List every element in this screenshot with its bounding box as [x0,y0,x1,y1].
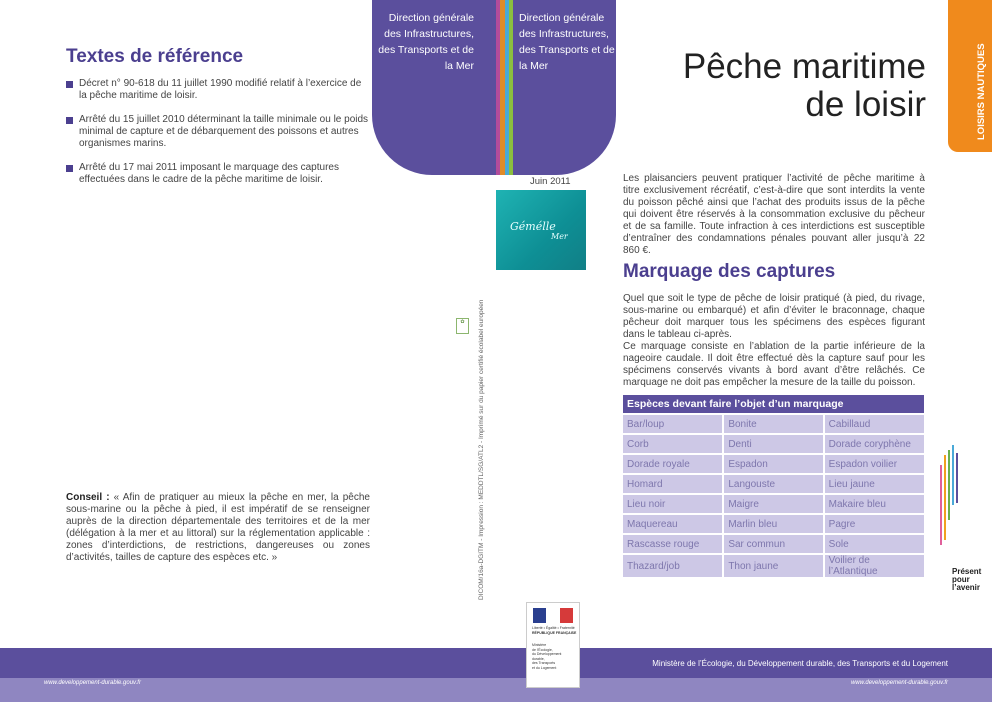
table-row [623,434,924,454]
website-link[interactable]: www.developpement-durable.gouv.fr [851,680,948,686]
references-list [66,78,370,198]
word-cloud-bar [940,465,942,545]
cover-image-text: Mer [551,232,568,241]
species-table [623,395,924,579]
cover-image-text: Gémélle [510,220,556,233]
directorate-tab-left: Direction générale des Infrastructures, des Transports et de la Mer [372,0,496,175]
ministry-name: Ministère de l’Écologie, du Développement durable, des Transports et du Logement [652,659,948,668]
flag-white [546,608,559,623]
table-cell: Bar/loup [623,414,723,434]
print-credits: DICOM/16a-DGITM - Impression : MEDDTL/SG/ATL2 - Imprimé sur du papier certifié écolabel européen [478,299,485,600]
flag-red [560,608,573,623]
table-cell: Homard [623,474,723,494]
table-cell: Langouste [723,474,823,494]
table-cell: Sar commun [723,534,823,554]
word-cloud-logo [938,445,960,555]
directorate-tab-right: Direction générale des Infrastructures, des Transports et de la Mer [513,0,616,175]
footer-band-lower [0,678,992,702]
word-cloud-bar [956,453,958,503]
slogan-line: l’avenir [952,583,981,592]
intro-paragraph: Les plaisanciers peuvent pratiquer l’activité de pêche maritime à titre exclusivement récréatif, c’est-à-dire que sont interdits la vente du poisson pêché ainsi que l’achat des produits issus de la pêche qui doivent être réservés à la consommation exclusive du pêcheur et de sa famille. Toute infraction à ces interdictions est susceptible d’entraîner des condamnations pénales pouvant aller jusqu’à 22 860 €. [623,173,925,256]
table-cell: Thazard/job [623,554,723,578]
table-cell: Espadon voilier [824,454,924,474]
ministry-logo-line: durable, [532,656,545,661]
table-row [623,414,924,434]
table-cell: Lieu noir [623,494,723,514]
ecolabel-icon: ✿ [456,318,469,334]
table-row [623,454,924,474]
table-row [623,534,924,554]
table-row [623,494,924,514]
cover-image [496,190,586,270]
table-cell: Thon jaune [723,554,823,578]
table-cell: Dorade royale [623,454,723,474]
reference-item: Arrêté du 15 juillet 2010 déterminant la taille minimale ou le poids minimal de capture et de débarquement des poissons et autres organismes marins. [66,114,370,150]
flag-blue [533,608,546,623]
advice-label: Conseil : [66,492,110,503]
references-title: Textes de référence [66,46,244,67]
french-flag-icon [533,608,573,623]
slogan-line: pour [952,575,970,584]
table-cell: Lieu jaune [824,474,924,494]
table-cell: Dorade coryphène [824,434,924,454]
word-cloud-bar [944,455,946,540]
slogan [952,568,981,592]
table-cell: Pagre [824,514,924,534]
title-line: de loisir [805,85,926,124]
table-cell: Cabillaud [824,414,924,434]
paragraph: Ce marquage consiste en l’ablation de la partie inférieure de la nageoire caudale. Il doit être effectué dès la capture sauf pour les spécimens conservés vivants à bord avant d’être relâchés. Ce marquage ne doit pas empêcher la mesure de la taille du poisson. [623,341,925,388]
ministry-logo-text [532,643,561,670]
publication-date: Juin 2011 [530,176,571,187]
ministry-logo [526,602,580,688]
republic-motto: Liberté • Égalité • Fraternité [532,626,575,630]
table-cell: Maquereau [623,514,723,534]
table-cell: Corb [623,434,723,454]
page-title [640,48,926,124]
table-header: Espèces devant faire l’objet d’un marquage [623,395,924,414]
ministry-logo-line: et du Logement [532,665,557,670]
table-cell: Makaire bleu [824,494,924,514]
ministry-logo-line: Ministère [532,643,547,647]
section-title: Marquage des captures [623,261,836,282]
table-cell: Sole [824,534,924,554]
table-cell: Voilier de l’Atlantique [824,554,924,578]
table-cell: Marlin bleu [723,514,823,534]
republic-name: RÉPUBLIQUE FRANÇAISE [532,631,577,635]
word-cloud-bar [948,450,950,520]
table-cell: Maigre [723,494,823,514]
title-line: Pêche maritime [682,47,926,86]
advice-text: « Afin de pratiquer au mieux la pêche en mer, la pêche sous-marine ou la pêche à pied, il est impératif de se renseigner auprès de la direction départementale des territoires et de la mer (délégation à la mer et au littoral) sur la réglementation applicable : zones d’interdictions, de restrictions, dangereuses ou zones d’activités, tailles de capture des espèces etc. » [66,492,370,563]
word-cloud-bar [952,445,954,505]
section-body [623,293,925,389]
paragraph: Quel que soit le type de pêche de loisir pratiqué (à pied, du rivage, sous-marine ou embarqué) et afin d’éviter le braconnage, chaque pêcheur doit marquer tous les spécimens des espèces figurant dans le tableau ci-après. [623,293,925,340]
table-cell: Bonite [723,414,823,434]
ministry-logo-line: de l’Écologie, [532,647,553,652]
category-label: LOISIRS NAUTIQUES [976,43,987,140]
ministry-logo-line: des Transports [532,661,556,665]
table-cell: Espadon [723,454,823,474]
ministry-logo-line: du Développement [532,652,562,656]
reference-item: Arrêté du 17 mai 2011 imposant le marquage des captures effectuées dans le cadre de la pêche maritime de loisir. [66,162,370,186]
advice-paragraph [66,492,370,564]
table-row [623,474,924,494]
table-row [623,554,924,578]
category-tab [948,0,992,152]
reference-item: Décret n° 90-618 du 11 juillet 1990 modifié relatif à l’exercice de la pêche maritime de loisir. [66,78,370,102]
color-stripes [496,0,513,175]
table-row [623,514,924,534]
table-cell: Denti [723,434,823,454]
table-cell: Rascasse rouge [623,534,723,554]
website-link[interactable]: www.developpement-durable.gouv.fr [44,680,141,686]
slogan-line: Présent [952,567,982,576]
